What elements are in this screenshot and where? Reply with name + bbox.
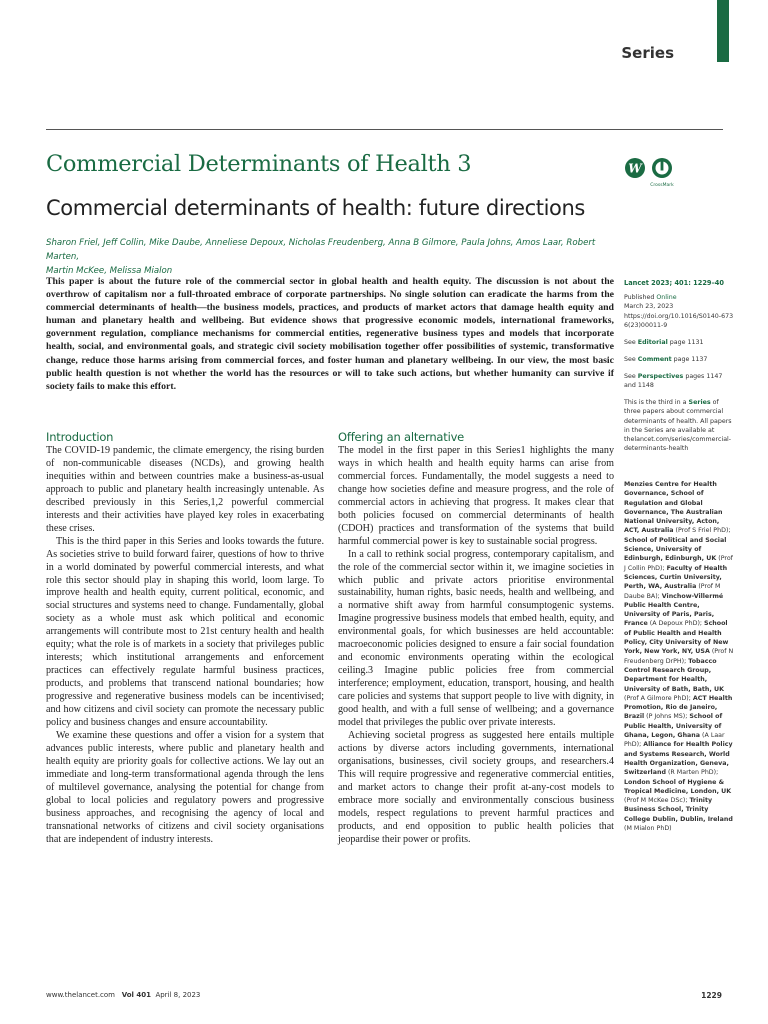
affiliation-institution: Vinchow-Villermé Public Health Centre, University of Paris, Paris, France: [624, 592, 724, 628]
column-left: [46, 430, 324, 847]
section-heading-alternative: Offering an alternative: [338, 430, 465, 444]
paragraph: The COVID-19 pandemic, the climate emergency, the rising burden of non-communicable diseases (NCDs), and growing health inequities within and between countries make a business-as-usual approach to public and planetary health increasingly untenable. As described previously in this Series,1,2 powerful commercial interests and their activities have played key roles in exacerbating these crises.: [46, 445, 324, 534]
affiliation-institution: Menzies Centre for Health Governance, School of Regulation and Global Governance, The Australian National University, Acton, ACT, Australia: [624, 481, 723, 535]
paragraph: In a call to rethink social progress, contemporary capitalism, and the role of the commercial sector within it, we imagine societies in which public and private actors prioritise environmental sustainability, human rights, basic needs, health and wellbeing, and a normative shift away from harmful consumptogenic systems. Imagine progressive business models that embed health, equity, and environmental goals, for which businesses are held accountable: macroeconomic policies designed to ensure a fair social foundation and economic environments operating within the ecological ceiling.3 Imagine public policies free from commercial interference; employment, education, transport, housing, and health care policies and systems that support people to live with dignity, in good health, and with a full sense of wellbeing; and a governance model that privileges the public over private interests.: [338, 548, 614, 729]
paragraph: Achieving societal progress as suggested here entails multiple actions by diverse actors including governments, international organisations, businesses, civil society groups, and researchers.4 This will require progressive and regenerative commercial entities, and market actors to change their profit at-any-cost models to embrace more socially and environmentally conscious business models, respect regulations to prevent harmful practices and products, and end opposition to public health policies that jeopardise their power or profits.: [338, 729, 614, 845]
affiliation-institution: Faculty of Health Sciences, Curtin University, Perth, WA, Australia: [624, 564, 728, 591]
affiliation-institution: London School of Hygiene & Tropical Medicine, London, UK: [624, 778, 732, 795]
paragraph: This is the third paper in this Series and looks towards the future. As societies strive to build forward fairer, questions of how to thrive in a world dominated by powerful commercial interests, and what role this sector should play in shaping this world, loom large. To improve health and health equity, current political, economic, and social structures and systems need to change. Fundamentally, global society as a whole must ask which political and economic arrangements will contribute most to 21st century health and health equity; what the role is of markets in a society that privileges public interests; which institutional arrangements and enforcement practices can effectively regulate harmful business practices, products, and problems that transcend national boundaries; how progressive and regenerative business models can be incentivised; and how citizens and civil society can promote the necessary public policy and business changes and ensure accountability.: [46, 535, 324, 729]
series-note: [624, 398, 736, 454]
footer-left: [46, 991, 200, 999]
series-note-text: of three papers about commercial determinants of health. All papers in the Series are available at thelancet.com/series/commercial-determinants-health: [624, 399, 732, 453]
authors-line: Martin McKee, Melissa Mialon: [46, 266, 173, 276]
affiliation-authors: (Prof M McKee DSc);: [624, 797, 690, 805]
footer-volume: Vol 401: [121, 991, 151, 999]
affiliation-institution: Tobacco Control Research Group, Department for Health, University of Bath, Bath, UK: [624, 657, 724, 693]
affiliation: [624, 481, 731, 534]
series-title: Commercial Determinants of Health 3: [46, 151, 472, 177]
affiliation-authors: (A Laar PhD);: [624, 732, 725, 749]
affiliation-institution: Alliance for Health Policy and Systems Research, World Health Organization, Geneva, Switzerland: [624, 741, 733, 777]
online-link[interactable]: Online: [656, 294, 677, 301]
series-label: Series: [621, 44, 674, 62]
published-date: March 23, 2023: [624, 303, 674, 311]
open-access-icon: [624, 155, 680, 191]
affiliation: [624, 779, 731, 805]
affiliation-authors: (M Mialon PhD): [624, 824, 672, 832]
citation: [624, 279, 736, 288]
paragraph: We examine these questions and offer a vision for a system that advances public interests, where public and planetary health and health equity are priority goals for collective actions. We lay out an immediate and long-term transformational agenda through the lens of multilevel governance, analysing the potential for change from global to local policies and regulatory powers and progressive business approaches, and recognising the agency of local and transnational networks of citizens and civil society organisations that are independent of industry interests.: [46, 729, 324, 845]
article-title: Commercial determinants of health: future directions: [46, 196, 585, 220]
footer-site: www.thelancet.com: [46, 991, 115, 999]
affiliations: [624, 480, 736, 833]
abstract: This paper is about the future role of the commercial sector in global health and health equity. The discussion is not about the overthrow of capitalism nor a full-throated embrace of corporate partnerships. No single solution can eradicate the harms from the commercial determinants of health—the business models, practices, and products of market actors that damage health equity and human and planetary health and wellbeing. But evidence shows that progressive economic models, international frameworks, government regulation, compliance mechanisms for commercial entities, regenerative business types and models that incorporate health, social, and environmental goals, and strategic civil society mobilisation together offer possibilities of systemic, transformative change, reduce those harms arising from commercial forces, and foster human and planetary wellbeing. In our view, the most basic public health question is not whether the world has the resources or will to take such actions, but whether humanity can survive if society fails to make this effort.: [46, 276, 614, 392]
comment-page: page 1137: [673, 356, 708, 363]
see-editorial: [624, 338, 736, 347]
series-color-bar: [717, 0, 729, 62]
affiliation-authors: (Prof M Daube BA);: [624, 583, 721, 600]
published-label: Published: [624, 294, 655, 301]
affiliation-authors: (P Johns MS);: [644, 713, 690, 721]
perspectives-pages: pages 1147 and 1148: [624, 373, 723, 390]
authors-line: Sharon Friel, Jeff Collin, Mike Daube, Anneliese Depoux, Nicholas Freudenberg, Anna B Gilmore, Paula Johns, Amos Laar, Robert Marten,: [46, 238, 596, 262]
see-label: See: [624, 356, 636, 363]
published-info: [624, 293, 736, 330]
page-number: 1229: [701, 991, 722, 1000]
paragraph: The model in the first paper in this Series1 highlights the many ways in which health and health equity harms can arise from commercial forces. Fundamentally, the model suggests a need to change how societies define and measure progress, and the role of commercial actors in achieving that progress. It makes clear that both policies focused on commercial determinants of health (CDOH) practices and transformation of the systems that build harmful commercial power is key to sustainable social progress.: [338, 445, 614, 547]
comment-link[interactable]: Comment: [637, 356, 672, 363]
doi-link[interactable]: https://doi.org/10.1016/S0140-6736(23)00011-9: [624, 312, 734, 329]
citation-text: Lancet 2023; 401: 1229–40: [624, 279, 724, 287]
affiliation-authors: (Prof J Collin PhD);: [624, 555, 733, 572]
affiliation-institution: ACT Health Promotion, Rio de Janeiro, Brazil: [624, 694, 733, 721]
affiliation-authors: (Prof A Gilmore PhD);: [624, 694, 693, 702]
authors: [46, 236, 606, 278]
perspectives-link[interactable]: Perspectives: [637, 373, 684, 380]
see-label: See: [624, 339, 636, 346]
affiliation-authors: (A Depoux PhD);: [647, 620, 705, 628]
affiliation-institution: School of Public Health, University of Ghana, Legon, Ghana: [624, 713, 723, 740]
svg-text:W: W: [628, 161, 642, 176]
column-middle: [338, 430, 614, 847]
affiliation-authors: (Prof S Friel PhD);: [673, 527, 731, 535]
section-heading-introduction: Introduction: [46, 430, 114, 444]
footer-date: April 8, 2023: [155, 991, 201, 999]
affiliation-institution: Trinity Business School, Trinity College Dublin, Dublin, Ireland: [624, 797, 733, 823]
header-rule: [46, 129, 723, 130]
series-link[interactable]: Series: [688, 399, 711, 406]
article-badges: [624, 155, 680, 191]
see-perspectives: [624, 372, 736, 391]
editorial-page: page 1131: [669, 339, 704, 346]
affiliation-authors: (Prof N Freudenberg DrPH);: [624, 648, 734, 665]
see-label: See: [624, 373, 636, 380]
series-note-text: This is the third in a: [624, 399, 687, 406]
affiliation-institution: School of Political and Social Science, University of Edinburgh, Edinburgh, UK: [624, 536, 727, 563]
affiliation-authors: (R Marten PhD);: [665, 769, 719, 777]
crossmark-label: CrossMark: [650, 183, 674, 188]
affiliation-institution: School of Public Health and Health Policy, City University of New York, New York, NY, USA: [624, 620, 729, 656]
editorial-link[interactable]: Editorial: [637, 339, 668, 346]
see-comment: [624, 355, 736, 364]
